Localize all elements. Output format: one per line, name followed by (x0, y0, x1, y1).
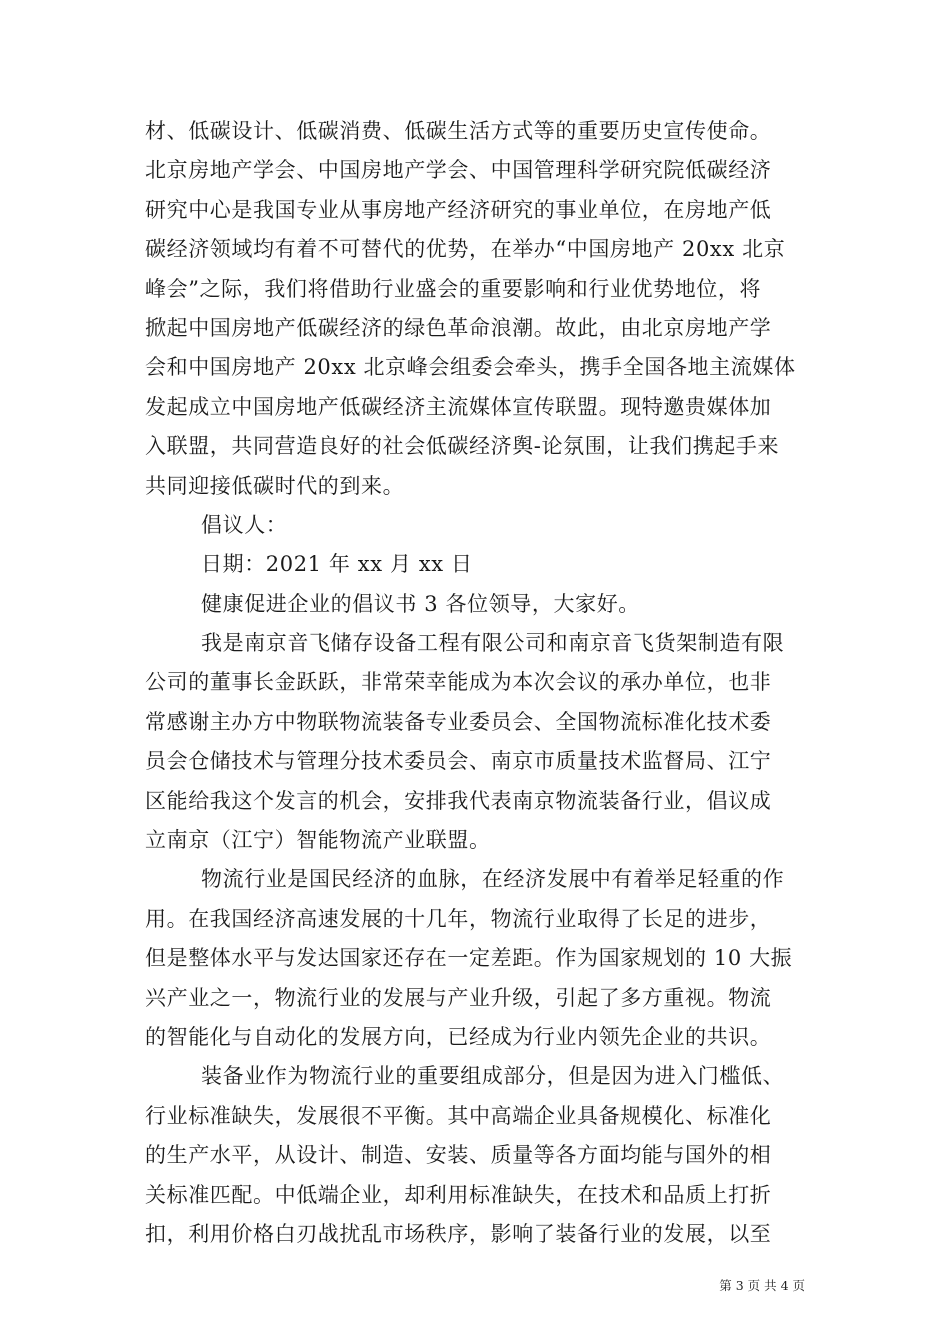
text-line: 但是整体水平与发达国家还存在一定差距。作为国家规划的 10 大振 (145, 946, 793, 971)
text-line: 发起成立中国房地产低碳经济主流媒体宣传联盟。现特邀贵媒体加 (145, 394, 772, 419)
text-line: 关标准匹配。中低端企业，却利用标准缺失，在技术和品质上打折 (145, 1182, 772, 1207)
text-line: 的智能化与自动化的发展方向，已经成为行业内领先企业的共识。 (145, 1024, 772, 1049)
text-line: 北京房地产学会、中国房地产学会、中国管理科学研究院低碳经济 (145, 158, 772, 183)
text-line: 材、低碳设计、低碳消费、低碳生活方式等的重要历史宣传使命。 (145, 119, 772, 143)
text-line: 的生产水平，从设计、制造、安装、质量等各方面均能与国外的相 (145, 1143, 772, 1168)
text-line: 行业标准缺失，发展很不平衡。其中高端企业具备规模化、标准化 (145, 1103, 772, 1128)
text-line: 会和中国房地产 20xx 北京峰会组委会牵头，携手全国各地主流媒体 (145, 355, 796, 380)
text-line: 扣，利用价格白刃战扰乱市场秩序，影响了装备行业的发展，以至 (145, 1221, 772, 1246)
text-line: 区能给我这个发言的机会，安排我代表南京物流装备行业，倡议成 (145, 788, 772, 813)
text-line: 碳经济领域均有着不可替代的优势，在举办“中国房地产 20xx 北京 (145, 237, 786, 262)
text-line: 公司的董事长金跃跃，非常荣幸能成为本次会议的承办单位，也非 (145, 670, 772, 695)
text-line: 入联盟，共同营造良好的社会低碳经济舆-论氛围，让我们携起手来 (145, 434, 780, 459)
text-line: 共同迎接低碳时代的到来。 (145, 473, 405, 498)
text-line: 员会仓储技术与管理分技术委员会、南京市质量技术监督局、江宁 (145, 749, 772, 774)
text-line: 健康促进企业的倡议书 3 各位领导，大家好。 (201, 591, 640, 616)
document-body (145, 112, 811, 1254)
text-line: 物流行业是国民经济的血脉，在经济发展中有着举足轻重的作 (201, 867, 785, 892)
text-line: 装备业作为物流行业的重要组成部分，但是因为进入门槛低、 (201, 1064, 785, 1089)
text-line: 掀起中国房地产低碳经济的绿色革命浪潮。故此，由北京房地产学 (145, 315, 772, 340)
text-line: 峰会”之际，我们将借助行业盛会的重要影响和行业优势地位，将 (145, 276, 762, 301)
text-line: 用。在我国经济高速发展的十几年，物流行业取得了长足的进步， (145, 906, 772, 931)
text-line: 兴产业之一，物流行业的发展与产业升级，引起了多方重视。物流 (145, 985, 772, 1010)
text-line: 立南京（江宁）智能物流产业联盟。 (145, 828, 491, 853)
text-line: 我是南京音飞储存设备工程有限公司和南京音飞货架制造有限 (201, 631, 785, 656)
text-line: 倡议人： (201, 512, 288, 537)
text-line: 日期：2021 年 xx 月 xx 日 (201, 552, 473, 577)
text-line: 研究中心是我国专业从事房地产经济研究的事业单位，在房地产低 (145, 197, 772, 222)
page-number: 第 3 页 共 4 页 (719, 1278, 805, 1293)
text-line: 常感谢主办方中物联物流装备专业委员会、全国物流标准化技术委 (145, 709, 772, 734)
